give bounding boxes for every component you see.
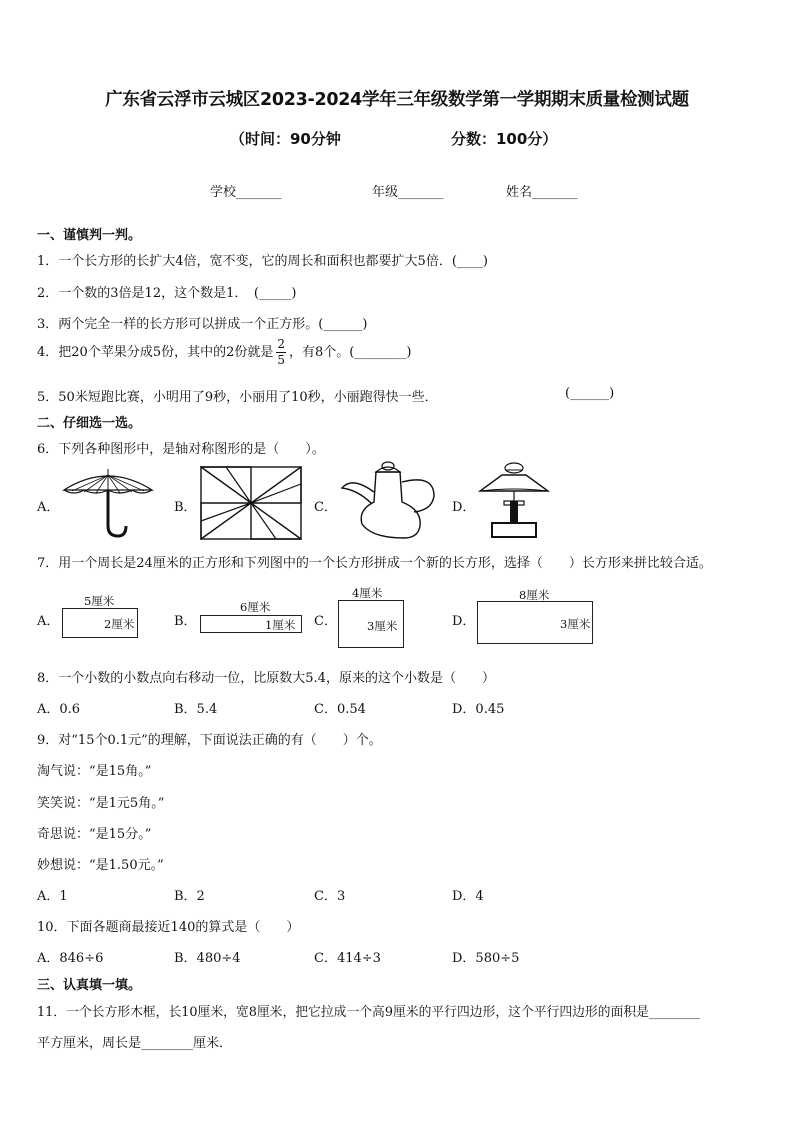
name-field: 姓名_______: [506, 185, 578, 200]
q7-a-length-label: 5厘米: [84, 594, 115, 608]
q7-b-width-label: 1厘米: [265, 618, 296, 632]
q9-statement-miaoxiang: 妙想说：“是1.50元。”: [37, 858, 164, 873]
question-2: 2．一个数的3倍是12，这个数是1． (_____): [37, 286, 297, 301]
fraction-numerator: 2: [277, 337, 285, 351]
q7-option-d: D．: [452, 614, 476, 629]
q6-option-b: B．: [174, 500, 197, 515]
q7-option-b: B．: [174, 614, 197, 629]
question-11-line-2: 平方厘米，周长是________厘米．: [37, 1036, 233, 1051]
grade-field: 年级_______: [372, 185, 444, 200]
q8-option-d: D．0.45: [452, 702, 505, 717]
q9-option-c: C．3: [314, 889, 346, 904]
q7-option-a: A．: [37, 614, 60, 629]
q7-c-length-label: 4厘米: [352, 586, 383, 600]
teapot-icon: [338, 460, 438, 540]
question-3: 3．两个完全一样的长方形可以拼成一个正方形。(______): [37, 317, 368, 332]
exam-time: （时间：90分钟: [230, 130, 341, 148]
q9-statement-taoqi: 淘气说：“是15角。”: [37, 764, 152, 779]
q7-b-length-label: 6厘米: [240, 600, 271, 614]
q7-c-width-label: 3厘米: [367, 619, 398, 633]
section-2-heading: 二、仔细选一选。: [37, 416, 142, 431]
question-11-line-1: 11．一个长方形木框，长10厘米，宽8厘米，把它拉成一个高9厘米的平行四边形，这个平行四边形的面积是________: [37, 1005, 701, 1020]
q9-option-a: A．1: [37, 889, 68, 904]
q7-d-width-label: 3厘米: [560, 617, 591, 631]
q7-option-c: C．: [314, 614, 337, 629]
section-3-heading: 三、认真填一填。: [37, 978, 142, 993]
question-5: 5．50米短跑比赛，小明用了9秒，小丽用了10秒，小丽跑得快一些．: [37, 390, 438, 405]
lamp-icon: [478, 461, 550, 541]
question-7: 7．用一个周长是24厘米的正方形和下列图中的一个长方形拼成一个新的长方形，选择（ ）长方形来拼比较合适。: [37, 556, 712, 571]
question-5-blank: (______): [565, 386, 615, 401]
q9-statement-qisi: 奇思说：“是15分。”: [37, 827, 152, 842]
q6-option-c: C．: [314, 500, 337, 515]
q9-statement-xiaoxiao: 笑笑说：“是1元5角。”: [37, 796, 165, 811]
q6-option-d: D．: [452, 500, 476, 515]
umbrella-icon: [62, 466, 154, 540]
school-field: 学校_______: [210, 185, 282, 200]
q7-d-length-label: 8厘米: [519, 588, 550, 602]
question-9: 9．对“15个0.1元”的理解，下面说法正确的有（ ）个。: [37, 733, 382, 748]
pinwheel-icon: [200, 466, 302, 540]
q7-a-width-label: 2厘米: [104, 617, 135, 631]
question-8: 8．一个小数的小数点向右移动一位，比原数大5.4，原来的这个小数是（ ）: [37, 671, 495, 686]
q9-option-d: D．4: [452, 889, 484, 904]
question-1: 1．一个长方形的长扩大4倍，宽不变，它的周长和面积也都要扩大5倍．(____): [37, 254, 488, 269]
q10-option-b: B．480÷4: [174, 951, 241, 966]
question-6: 6．下列各种图形中，是轴对称图形的是（ ）。: [37, 442, 325, 457]
q6-option-a: A．: [37, 500, 60, 515]
q10-option-c: C．414÷3: [314, 951, 381, 966]
q8-option-a: A．0.6: [37, 702, 81, 717]
q9-option-b: B．2: [174, 889, 205, 904]
section-1-heading: 一、谨慎判一判。: [37, 228, 142, 243]
exam-score: 分数：100分）: [451, 130, 558, 148]
question-4-text: 4．把20个苹果分成5份，其中的2份就是: [37, 345, 274, 360]
question-4-tail: ，有8个。(________): [289, 345, 412, 360]
q8-option-c: C．0.54: [314, 702, 366, 717]
q10-option-a: A．846÷6: [37, 951, 104, 966]
question-4: [37, 337, 411, 368]
fraction-denominator: 5: [277, 353, 285, 367]
question-10: 10．下面各题商最接近140的算式是（ ）: [37, 920, 300, 935]
q8-option-b: B．5.4: [174, 702, 218, 717]
q10-option-d: D．580÷5: [452, 951, 520, 966]
exam-title: 广东省云浮市云城区2023-2024学年三年级数学第一学期期末质量检测试题: [105, 90, 689, 110]
fraction-two-fifths: [276, 337, 286, 368]
